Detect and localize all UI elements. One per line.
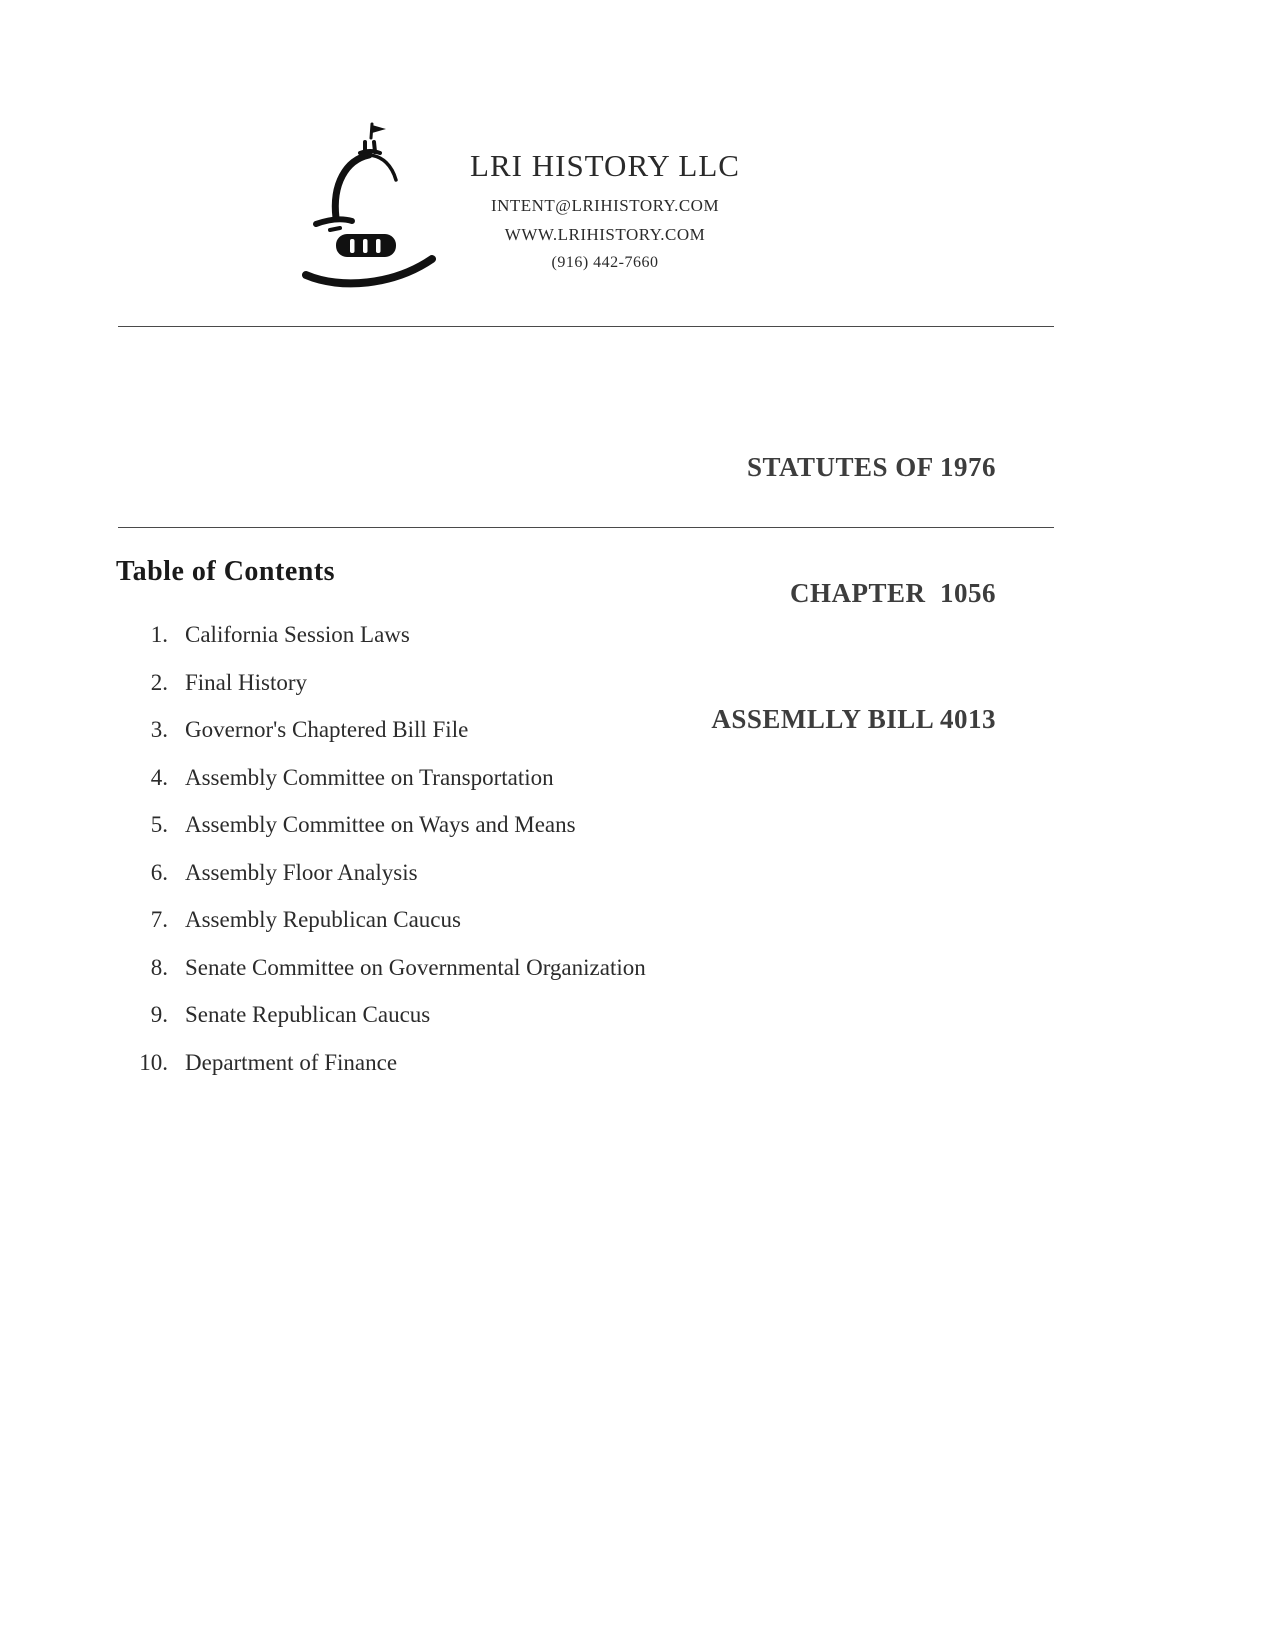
- toc-item: [116, 1050, 916, 1098]
- toc-item: [116, 860, 916, 908]
- toc-item-number: 5.: [150, 812, 168, 837]
- toc-item-label: California Session Laws: [185, 622, 410, 647]
- toc-item: [116, 765, 916, 813]
- toc-item-number: 2.: [150, 669, 168, 695]
- toc-item: [116, 955, 916, 1003]
- toc-list: [116, 622, 916, 1097]
- toc-item-number: 9.: [150, 1002, 168, 1027]
- company-phone: (916) 442-7660: [551, 254, 659, 271]
- statutes-line-1: STATUTES OF 1976: [746, 452, 996, 482]
- toc-item: [116, 670, 916, 718]
- company-email: INTENT@LRIHISTORY.COM: [490, 196, 720, 215]
- toc-item-number: 8.: [150, 954, 168, 980]
- toc-item: [116, 907, 916, 955]
- toc-item-label: Assembly Committee on Transportation: [185, 764, 554, 790]
- toc-item: [116, 622, 916, 670]
- toc-item-number: 10.: [139, 1049, 168, 1075]
- toc-item-number: 3.: [150, 717, 168, 742]
- toc-item: [116, 717, 916, 765]
- company-name: LRI HISTORY LLC: [470, 148, 740, 183]
- toc-item-label: Assembly Republican Caucus: [185, 907, 461, 932]
- statutes-line-2: CHAPTER 1056: [789, 578, 996, 608]
- toc-item-label: Department of Finance: [185, 1049, 398, 1075]
- toc-item-label: Final History: [185, 669, 308, 695]
- toc-item-label: Senate Republican Caucus: [185, 1002, 431, 1027]
- toc-item-label: Assembly Committee on Ways and Means: [185, 812, 576, 837]
- toc-item-number: 6.: [150, 859, 168, 885]
- toc-item: [116, 1002, 916, 1050]
- toc-title: Table of Contents: [116, 556, 336, 587]
- toc-item-number: 1.: [150, 622, 168, 647]
- toc-item-label: Governor's Chaptered Bill File: [185, 717, 469, 742]
- capitol-dome-logo-icon: [296, 122, 446, 292]
- statutes-line-3: ASSEMLLY BILL 4013: [711, 704, 996, 734]
- toc-item-label: Assembly Floor Analysis: [185, 859, 418, 885]
- toc-item-label: Senate Committee on Governmental Organization: [185, 954, 646, 980]
- toc-item-number: 7.: [150, 907, 168, 932]
- company-website: WWW.LRIHISTORY.COM: [504, 225, 706, 244]
- toc-item-number: 4.: [150, 764, 168, 790]
- divider-top: [118, 326, 1054, 327]
- toc-item: [116, 812, 916, 860]
- letterhead: [430, 148, 780, 281]
